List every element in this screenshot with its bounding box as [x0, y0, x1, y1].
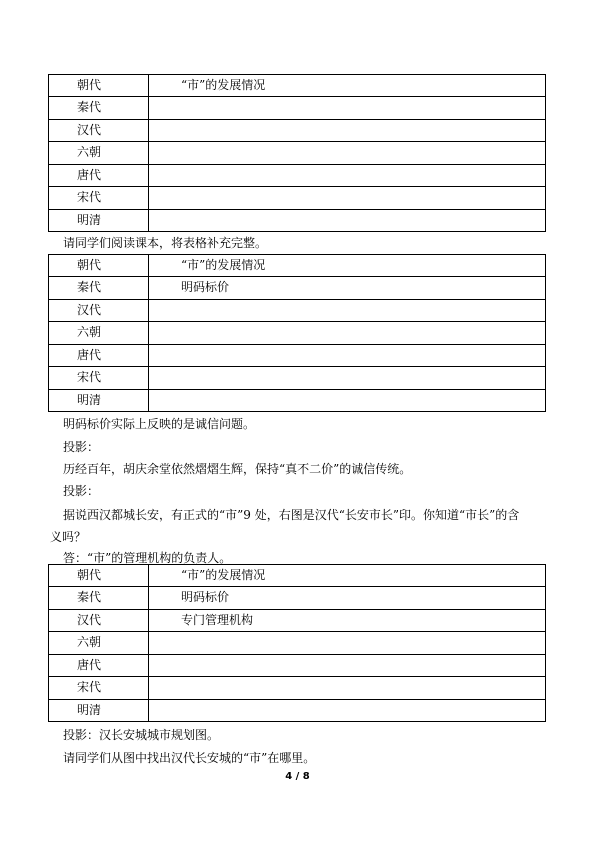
table-row	[49, 97, 546, 120]
development-cell	[149, 187, 546, 210]
table-header-row	[49, 75, 546, 97]
development-cell	[149, 699, 546, 722]
table-header-row	[49, 565, 546, 587]
development-cell	[149, 654, 546, 677]
table-row	[49, 209, 546, 232]
development-cell	[149, 97, 546, 120]
development-cell	[149, 344, 546, 367]
header-market-development: “市”的发展情况	[149, 255, 546, 277]
development-cell: 专门管理机构	[149, 609, 546, 632]
answer-text: 答：“市”的管理机构的负责人。	[63, 551, 232, 565]
dynasty-market-table-3	[48, 564, 546, 722]
table-row	[49, 389, 546, 412]
dynasty-cell: 宋代	[49, 367, 149, 390]
table-row	[49, 277, 546, 300]
table-row	[49, 119, 546, 142]
table-row	[49, 344, 546, 367]
dynasty-market-table-1	[48, 74, 546, 232]
page-number: 4 / 8	[285, 771, 310, 782]
table-row	[49, 654, 546, 677]
header-market-development: “市”的发展情况	[149, 565, 546, 587]
dynasty-cell: 汉代	[49, 299, 149, 322]
table-header-row	[49, 255, 546, 277]
table-row	[49, 699, 546, 722]
dynasty-cell: 唐代	[49, 654, 149, 677]
table-row	[49, 164, 546, 187]
integrity-text: 明码标价实际上反映的是诚信问题。	[63, 417, 256, 431]
development-cell	[149, 142, 546, 165]
find-market-text: 请同学们从图中找出汉代长安城的“市”在哪里。	[63, 751, 316, 765]
header-market-development: “市”的发展情况	[149, 75, 546, 97]
table-row	[49, 587, 546, 610]
table-row	[49, 677, 546, 700]
dynasty-cell: 汉代	[49, 119, 149, 142]
development-cell	[149, 119, 546, 142]
table-row	[49, 632, 546, 655]
table-row	[49, 367, 546, 390]
huqingyu-text: 历经百年，胡庆余堂依然熠熠生辉，保持“真不二价”的诚信传统。	[63, 462, 412, 476]
dynasty-cell: 宋代	[49, 187, 149, 210]
development-cell	[149, 299, 546, 322]
development-cell	[149, 367, 546, 390]
development-cell	[149, 389, 546, 412]
table-row	[49, 609, 546, 632]
dynasty-cell: 宋代	[49, 677, 149, 700]
header-dynasty: 朝代	[49, 75, 149, 97]
dynasty-cell: 六朝	[49, 632, 149, 655]
development-cell: 明码标价	[149, 587, 546, 610]
projection-map-text: 投影：汉长安城城市规划图。	[63, 728, 220, 742]
dynasty-cell: 唐代	[49, 344, 149, 367]
dynasty-cell: 汉代	[49, 609, 149, 632]
development-cell: 明码标价	[149, 277, 546, 300]
dynasty-cell: 明清	[49, 209, 149, 232]
dynasty-cell: 六朝	[49, 142, 149, 165]
projection-label: 投影：	[63, 484, 100, 498]
dynasty-cell: 六朝	[49, 322, 149, 345]
dynasty-cell: 明清	[49, 389, 149, 412]
dynasty-cell: 秦代	[49, 97, 149, 120]
table-row	[49, 299, 546, 322]
header-dynasty: 朝代	[49, 565, 149, 587]
projection-label: 投影：	[63, 440, 100, 454]
table-row	[49, 322, 546, 345]
dynasty-cell: 秦代	[49, 587, 149, 610]
development-cell	[149, 632, 546, 655]
development-cell	[149, 209, 546, 232]
dynasty-cell: 明清	[49, 699, 149, 722]
development-cell	[149, 677, 546, 700]
dynasty-market-table-2	[48, 254, 546, 412]
development-cell	[149, 322, 546, 345]
development-cell	[149, 164, 546, 187]
dynasty-cell: 秦代	[49, 277, 149, 300]
header-dynasty: 朝代	[49, 255, 149, 277]
table-row	[49, 187, 546, 210]
instruction-text: 请同学们阅读课本，将表格补充完整。	[63, 236, 268, 250]
table-row	[49, 142, 546, 165]
question-text: 据说西汉都城长安，有正式的“市”9 处，右图是汉代“长安市长”印。你知道“市长”的含义吗？	[50, 508, 520, 544]
dynasty-cell: 唐代	[49, 164, 149, 187]
